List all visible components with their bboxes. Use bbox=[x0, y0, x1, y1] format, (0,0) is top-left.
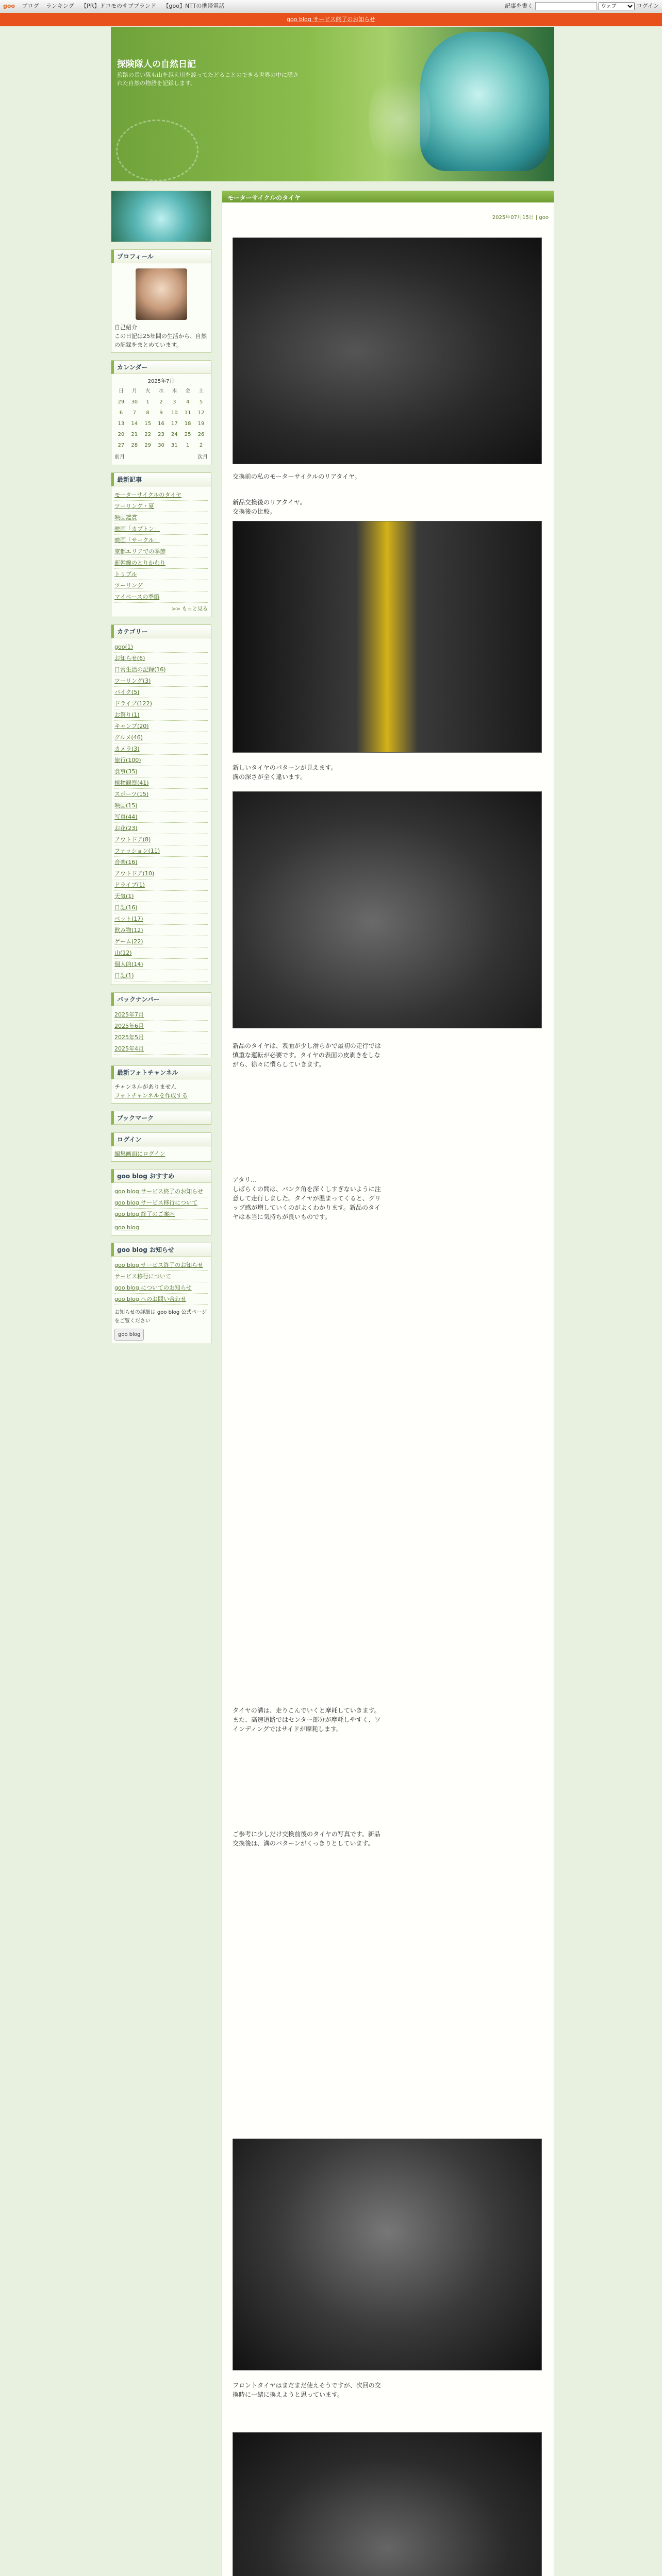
calendar-day[interactable]: 18 bbox=[184, 421, 191, 427]
category-heading: カテゴリー bbox=[111, 625, 211, 638]
category-link[interactable]: 音楽(16) bbox=[114, 857, 208, 868]
global-toolbar bbox=[0, 0, 662, 12]
calendar-day-head: 火 bbox=[145, 388, 151, 394]
category-link[interactable]: ドライブ(122) bbox=[114, 698, 208, 709]
goo-notice-item[interactable]: goo blog へのお問い合わせ bbox=[114, 1294, 208, 1305]
recent-post-link[interactable]: 映画鑑賞 bbox=[114, 512, 208, 523]
promo-banner bbox=[0, 13, 662, 26]
recent-list bbox=[114, 489, 208, 603]
profile-avatar bbox=[136, 268, 187, 320]
goo-recommend-box bbox=[111, 1169, 211, 1235]
calendar-day[interactable]: 23 bbox=[158, 432, 164, 437]
recent-heading: 最新記事 bbox=[111, 473, 211, 486]
header-glass-image bbox=[420, 32, 549, 171]
category-link[interactable]: 植物観察(41) bbox=[114, 777, 208, 789]
header-pattern-decoration bbox=[116, 120, 198, 181]
category-link[interactable]: お祭り(1) bbox=[114, 709, 208, 721]
goo-logo[interactable]: goo bbox=[3, 3, 15, 9]
blog-description: 旅路の長い隊も山を越え川を渡ってたどることのできる世界の中に隠された自然の物語を記録します。 bbox=[117, 72, 299, 87]
toolbar-link-blog[interactable]: ブログ bbox=[22, 3, 39, 9]
category-link[interactable]: 飲み物(12) bbox=[114, 925, 208, 936]
calendar-day[interactable]: 4 bbox=[186, 399, 190, 405]
goo-recommend-item[interactable]: goo blog サービス移行について bbox=[114, 1197, 208, 1209]
calendar-day[interactable]: 10 bbox=[171, 410, 178, 416]
calendar-day[interactable]: 5 bbox=[199, 399, 203, 405]
goo-recommend-heading: goo blog おすすめ bbox=[111, 1170, 211, 1183]
category-link[interactable]: ドライブ(1) bbox=[114, 879, 208, 891]
goo-blog-badge[interactable]: goo blog bbox=[114, 1329, 144, 1341]
write-post-button[interactable]: 記事を書く bbox=[505, 3, 534, 9]
recent-post-link[interactable]: ツーリング bbox=[114, 580, 208, 591]
bookmark-heading: ブックマーク bbox=[111, 1111, 211, 1125]
entry-date: 2025年07月15日 | goo bbox=[492, 215, 549, 221]
calendar-day[interactable]: 29 bbox=[144, 443, 151, 448]
photo-front-tire[interactable] bbox=[233, 2432, 542, 2576]
promo-link[interactable]: goo blog サービス終了のお知らせ bbox=[287, 16, 375, 23]
category-link[interactable]: 旅行(100) bbox=[114, 755, 208, 766]
category-link[interactable]: バイク(5) bbox=[114, 687, 208, 698]
goo-notice-box bbox=[111, 1243, 211, 1344]
category-link[interactable]: 個人的(14) bbox=[114, 959, 208, 970]
backnumber-link[interactable]: 2025年6月 bbox=[114, 1021, 208, 1032]
goo-recommend-item[interactable]: goo blog サービス終了のお知らせ bbox=[114, 1186, 208, 1197]
calendar-day[interactable]: 8 bbox=[146, 410, 150, 416]
backnumber-box bbox=[111, 992, 211, 1058]
entry-text-4: 新品のタイヤは、表面が少し滑らかで最初の走行では慎重な運転が必要です。タイヤの表面の皮剥きをしながら、徐々に慣らしていきます。 bbox=[233, 1042, 381, 1068]
calendar-day[interactable]: 28 bbox=[131, 443, 138, 448]
photo-channel-empty: チャンネルがありません bbox=[114, 1083, 177, 1090]
category-link[interactable]: ゲーム(22) bbox=[114, 936, 208, 947]
calendar-day[interactable]: 25 bbox=[184, 432, 191, 437]
calendar-day[interactable]: 30 bbox=[158, 443, 164, 448]
recent-post-link[interactable]: 京都エリアでの季節 bbox=[114, 546, 208, 557]
calendar-day[interactable]: 24 bbox=[171, 432, 178, 437]
profile-heading: プロフィール bbox=[111, 250, 211, 263]
calendar-table bbox=[114, 386, 208, 451]
photo-channel-create-link[interactable]: フォトチャンネルを作成する bbox=[114, 1092, 188, 1099]
recent-post-link[interactable]: モーターサイクルのタイヤ bbox=[114, 489, 208, 501]
calendar-month: 2025年7月 bbox=[147, 379, 175, 384]
entry-text-6: タイヤの溝は、走りこんでいくと摩耗していきます。 また、高速道路ではセンター部分が摩耗しやすく、ワインディングではサイドが摩耗します。 bbox=[233, 1707, 381, 1733]
search-scope-select[interactable] bbox=[599, 2, 635, 10]
calendar-day[interactable]: 12 bbox=[197, 410, 205, 416]
calendar-day[interactable]: 31 bbox=[171, 443, 178, 448]
category-link[interactable]: 日記(16) bbox=[114, 902, 208, 913]
recent-post-link[interactable]: 映画「カブトン」 bbox=[114, 523, 208, 535]
entry-text-5: アタリ… しばらくの間は、バンク角を深くしすぎないように注意して走行しました。タイヤが温まってくると、グリップ感が増していくのがよくわかります。新品のタイヤは本当に気持ちが良いものです。 bbox=[233, 1176, 381, 1221]
entry-text-2: 新品交換後のリアタイヤ。 交換後の比較。 bbox=[233, 499, 306, 515]
category-link[interactable]: 山(12) bbox=[114, 947, 208, 959]
category-list bbox=[114, 641, 208, 981]
backnumber-heading: バックナンバー bbox=[111, 993, 211, 1006]
calendar-day[interactable]: 20 bbox=[118, 432, 125, 437]
category-link[interactable]: ファッション(11) bbox=[114, 845, 208, 857]
goo-notice-heading: goo blog お知らせ bbox=[111, 1243, 211, 1257]
header-light-decoration bbox=[369, 68, 431, 171]
calendar-day[interactable]: 1 bbox=[186, 443, 190, 448]
calendar-day[interactable]: 19 bbox=[197, 421, 205, 427]
category-link[interactable]: 映画(15) bbox=[114, 800, 208, 811]
calendar-day-head: 日 bbox=[118, 388, 124, 394]
calendar-day[interactable]: 7 bbox=[133, 410, 136, 416]
toolbar-right bbox=[505, 0, 659, 12]
entry-text-3: 新しいタイヤのパターンが見えます。 溝の深さが全く違います。 bbox=[233, 764, 337, 781]
goo-notice-note: お知らせの詳細は goo blog 公式ページをご覧ください bbox=[114, 1310, 207, 1324]
sidebar bbox=[111, 191, 211, 1351]
photo-channel-heading: 最新フォトチャンネル bbox=[111, 1066, 211, 1079]
calendar-heading: カレンダー bbox=[111, 361, 211, 374]
entry-title[interactable]: モーターサイクルのタイヤ bbox=[222, 191, 554, 202]
recent-posts-box bbox=[111, 472, 211, 617]
calendar-day[interactable]: 2 bbox=[199, 443, 203, 448]
goo-recommend-item[interactable]: goo blog 終了のご案内 bbox=[114, 1209, 208, 1220]
calendar-day[interactable]: 17 bbox=[171, 421, 178, 427]
category-link[interactable]: ペット(17) bbox=[114, 913, 208, 925]
calendar-day[interactable]: 27 bbox=[118, 443, 125, 448]
category-link[interactable]: 日常生活の記録(16) bbox=[114, 664, 208, 675]
blog-header bbox=[111, 27, 554, 181]
calendar-day[interactable]: 3 bbox=[173, 399, 176, 405]
toolbar-link-ranking[interactable]: ランキング bbox=[46, 3, 74, 9]
calendar-week-row bbox=[114, 440, 208, 451]
photo-new-tire-suspension[interactable] bbox=[233, 521, 542, 753]
goo-notice-item[interactable]: goo blog についてのお知らせ bbox=[114, 1282, 208, 1294]
photo-worn-tire[interactable] bbox=[233, 238, 542, 464]
photo-channel-box bbox=[111, 1065, 211, 1104]
category-link[interactable]: アウトドア(8) bbox=[114, 834, 208, 845]
toolbar-link-mobile[interactable]: 【goo】NTTの携帯電話 bbox=[163, 3, 225, 9]
calendar-day[interactable]: 26 bbox=[197, 432, 205, 437]
calendar-head-row bbox=[114, 386, 208, 397]
toolbar-left bbox=[3, 0, 229, 12]
main-entry bbox=[222, 191, 554, 2576]
calendar-next-link[interactable]: 次月 bbox=[197, 454, 208, 460]
backnumber-link[interactable]: 2025年4月 bbox=[114, 1043, 208, 1055]
toolbar-search-input[interactable] bbox=[535, 2, 597, 10]
calendar-day[interactable]: 29 bbox=[118, 399, 125, 405]
category-link[interactable]: 天気(1) bbox=[114, 891, 208, 902]
calendar-day[interactable]: 14 bbox=[131, 421, 138, 427]
photo-rear-tire-closeup[interactable] bbox=[233, 2139, 542, 2370]
login-heading: ログイン bbox=[111, 1133, 211, 1146]
toolbar-link-pr[interactable]: 【PR】ドコモのサブブランド bbox=[81, 3, 157, 9]
calendar-day[interactable]: 21 bbox=[131, 432, 138, 437]
entry-text-8: フロントタイヤはまだまだ使えそうですが、次回の交換時に一緒に換えようと思っています。 bbox=[233, 2382, 381, 2398]
bookmark-box bbox=[111, 1111, 211, 1125]
calendar-day-head: 月 bbox=[131, 388, 137, 394]
goo-blog-tag[interactable]: goo blog bbox=[114, 1224, 139, 1231]
category-link[interactable]: アウトドア(10) bbox=[114, 868, 208, 879]
recent-post-link[interactable]: 映画「サークル」 bbox=[114, 535, 208, 546]
calendar-week-row bbox=[114, 408, 208, 418]
recent-post-link[interactable]: 新幹線のとりかわり bbox=[114, 557, 208, 569]
category-link[interactable]: goo(1) bbox=[114, 641, 208, 653]
calendar-day[interactable]: 30 bbox=[131, 399, 138, 405]
backnumber-list bbox=[114, 1009, 208, 1055]
entry-text-1: 交換前の私のモーターサイクルのリアタイヤ。 bbox=[233, 473, 361, 480]
calendar-week-row bbox=[114, 397, 208, 408]
category-link[interactable]: ツーリング(3) bbox=[114, 675, 208, 687]
calendar-box bbox=[111, 360, 211, 465]
calendar-day[interactable]: 22 bbox=[144, 432, 151, 437]
recent-more-link[interactable]: >> もっと見る bbox=[172, 606, 208, 612]
category-link[interactable]: キャンプ(20) bbox=[114, 721, 208, 732]
category-link[interactable]: スポーツ(15) bbox=[114, 789, 208, 800]
calendar-day-head: 金 bbox=[185, 388, 191, 394]
recent-post-link[interactable]: マイペースの季節 bbox=[114, 591, 208, 603]
calendar-week-row bbox=[114, 418, 208, 429]
calendar-day[interactable]: 9 bbox=[159, 410, 163, 416]
profile-text: 自己紹介 この日記は25年間の生活から、自然の記録をまとめています。 bbox=[114, 324, 207, 348]
recent-post-link[interactable]: ツーリング・夏 bbox=[114, 501, 208, 512]
backnumber-link[interactable]: 2025年7月 bbox=[114, 1009, 208, 1021]
login-edit-link[interactable]: 編集画面にログイン bbox=[114, 1150, 166, 1157]
calendar-day[interactable]: 1 bbox=[146, 399, 150, 405]
category-box bbox=[111, 624, 211, 985]
calendar-day-head: 土 bbox=[198, 388, 204, 394]
backnumber-link[interactable]: 2025年5月 bbox=[114, 1032, 208, 1043]
calendar-day[interactable]: 13 bbox=[118, 421, 125, 427]
category-link[interactable]: 日記(1) bbox=[114, 970, 208, 981]
calendar-day[interactable]: 16 bbox=[158, 421, 164, 427]
calendar-day[interactable]: 15 bbox=[144, 421, 151, 427]
blog-title[interactable]: 探険隊人の自然日記 bbox=[117, 59, 196, 70]
category-link[interactable]: カメラ(3) bbox=[114, 743, 208, 755]
category-link[interactable]: お知らせ(6) bbox=[114, 653, 208, 664]
sidebar-banner-image bbox=[111, 191, 211, 242]
category-link[interactable]: グルメ(46) bbox=[114, 732, 208, 743]
photo-new-tire-tread[interactable] bbox=[233, 791, 542, 1028]
category-link[interactable]: 食事(35) bbox=[114, 766, 208, 777]
calendar-day[interactable]: 11 bbox=[184, 410, 191, 416]
profile-box bbox=[111, 249, 211, 353]
goo-notice-item[interactable]: サービス移行について bbox=[114, 1271, 208, 1282]
login-link[interactable]: ログイン bbox=[636, 3, 659, 9]
calendar-week-row bbox=[114, 429, 208, 440]
calendar-day[interactable]: 2 bbox=[159, 399, 163, 405]
calendar-day[interactable]: 6 bbox=[119, 410, 123, 416]
recent-post-link[interactable]: トリブル bbox=[114, 569, 208, 580]
category-link[interactable]: 写真(44) bbox=[114, 811, 208, 823]
entry-text-7: ご参考に少しだけ交換前後のタイヤの写真です。新品交換後は、溝のパターンがくっきりとしています。 bbox=[233, 1831, 380, 1847]
category-link[interactable]: お花(23) bbox=[114, 823, 208, 834]
login-box bbox=[111, 1132, 211, 1162]
calendar-prev-link[interactable]: 前月 bbox=[114, 454, 125, 460]
goo-notice-item[interactable]: goo blog サービス終了のお知らせ bbox=[114, 1260, 208, 1271]
calendar-day-head: 水 bbox=[158, 388, 164, 394]
calendar-day-head: 木 bbox=[172, 388, 177, 394]
